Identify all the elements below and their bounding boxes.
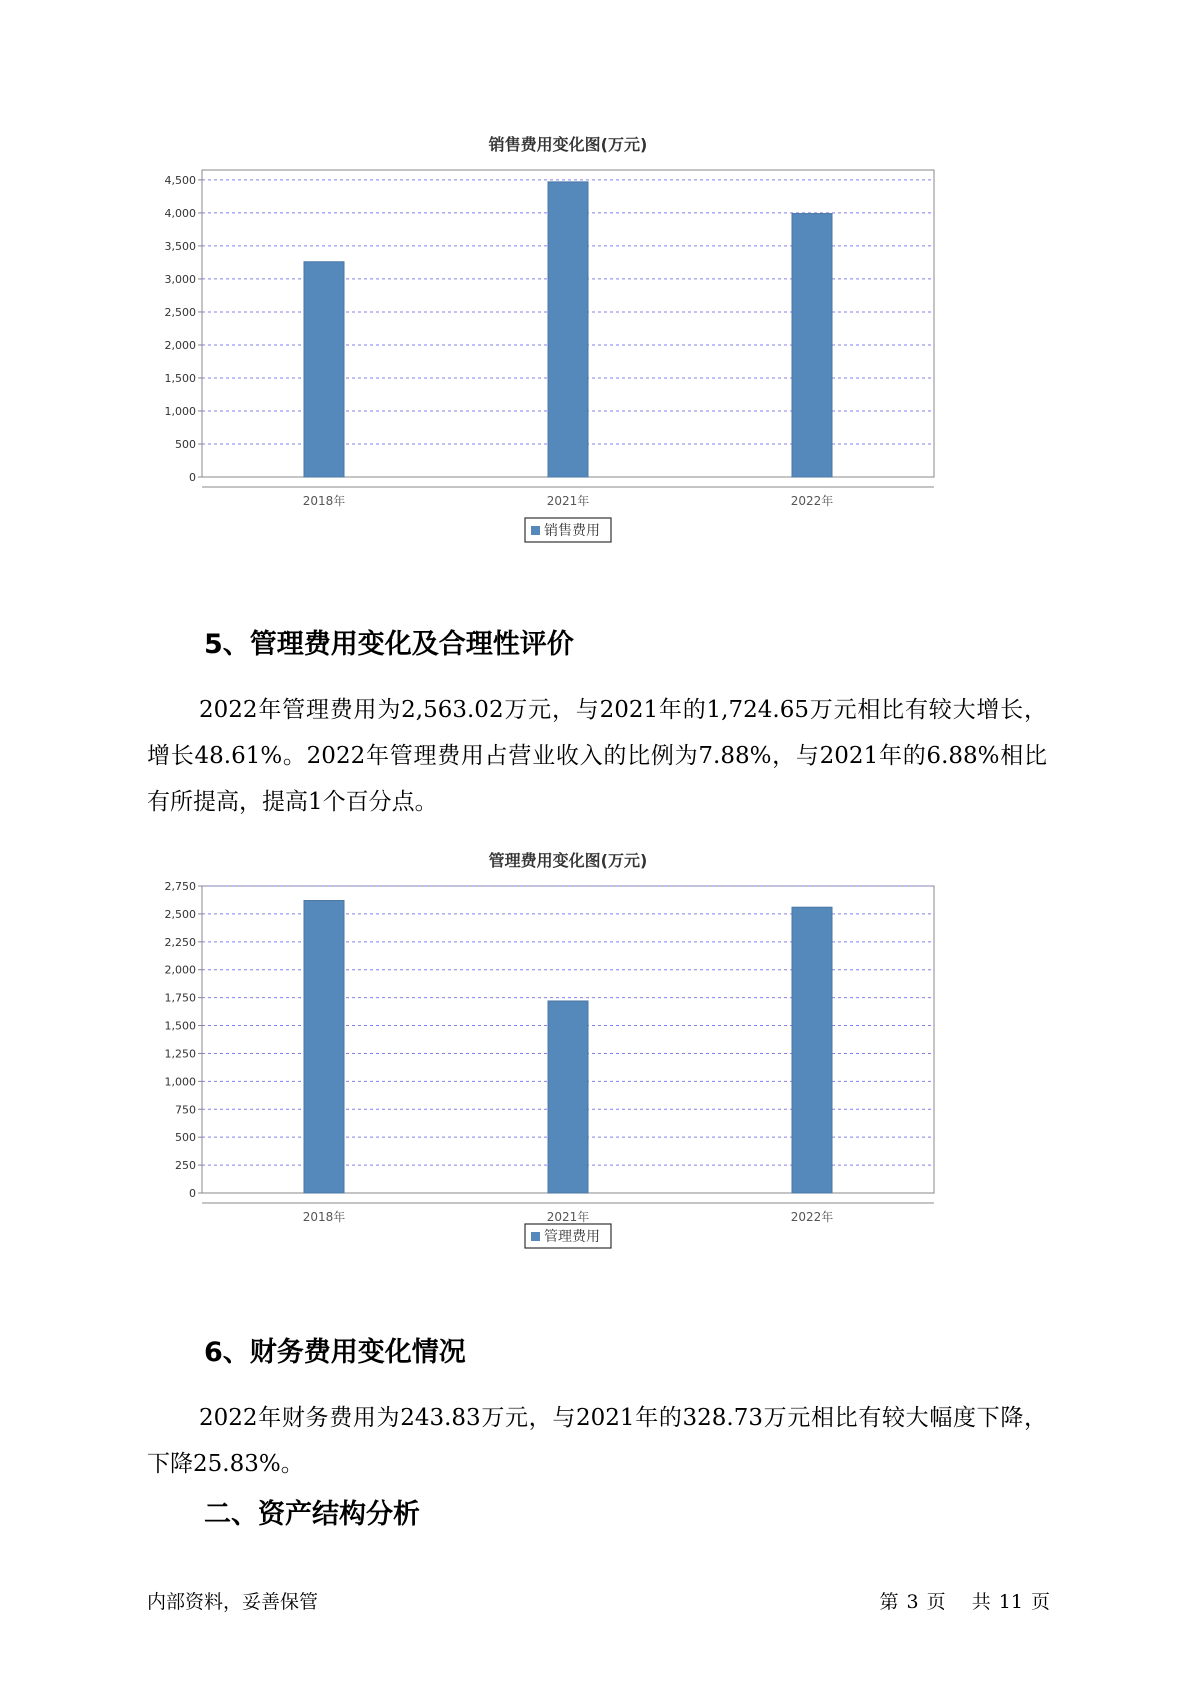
x-tick-label: 2022年 [790, 494, 834, 508]
y-tick-label: 2,000 [164, 963, 196, 977]
y-tick-label: 1,000 [164, 1075, 196, 1089]
x-tick-label: 2022年 [790, 1210, 834, 1224]
section-5-paragraph: 2022年管理费用为2,563.02万元，与2021年的1,724.65万元相比有较大增长，增长48.61%。2022年管理费用占营业收入的比例为7.88%，与2021年的6.88%相比有所提高，提高1个百分点。 [147, 697, 1047, 815]
page-total: 11 [998, 1591, 1023, 1613]
chart-title: 销售费用变化图(万元) [488, 135, 648, 154]
y-tick-label: 2,250 [164, 935, 196, 949]
y-tick-label: 0 [189, 471, 196, 484]
chart-sales-expense-svg [150, 130, 1030, 600]
total-unit: 页 [1030, 1591, 1050, 1613]
footer-confidential-note: 内部资料，妥善保管 [147, 1591, 319, 1613]
bar [792, 907, 832, 1193]
y-tick-label: 1,500 [164, 371, 196, 385]
y-tick-label: 500 [175, 437, 196, 451]
y-tick-label: 0 [189, 1187, 196, 1200]
section-6-paragraph: 2022年财务费用为243.83万元，与2021年的328.73万元相比有较大幅度下降，下降25.83%。 [147, 1405, 1047, 1477]
legend-label: 销售费用 [544, 523, 600, 539]
y-tick-label: 250 [175, 1159, 196, 1173]
legend-swatch [531, 526, 540, 535]
y-tick-label: 4,500 [164, 173, 196, 187]
total-prefix: 共 [971, 1591, 991, 1613]
bar [548, 1001, 588, 1193]
y-tick-label: 4,000 [164, 206, 196, 220]
y-tick-label: 3,500 [164, 239, 196, 253]
legend-swatch [531, 1232, 540, 1241]
page-prefix: 第 [879, 1591, 899, 1613]
x-tick-label: 2021年 [546, 494, 590, 508]
x-tick-label: 2018年 [302, 1210, 346, 1224]
section-6-heading: 6、财务费用变化情况 [204, 1337, 466, 1368]
x-tick-label: 2018年 [302, 494, 346, 508]
y-tick-label: 3,000 [164, 272, 196, 286]
page-current: 3 [906, 1591, 919, 1613]
chart-sales-expense [150, 130, 1030, 600]
footer-page-number [876, 1587, 1054, 1614]
chart-title: 管理费用变化图(万元) [488, 851, 648, 870]
y-tick-label: 1,500 [164, 1019, 196, 1033]
x-tick-label: 2021年 [546, 1210, 590, 1224]
bar [304, 901, 344, 1193]
y-tick-label: 1,750 [164, 991, 196, 1005]
legend-label: 管理费用 [544, 1229, 600, 1245]
y-tick-label: 1,000 [164, 404, 196, 418]
y-tick-label: 750 [175, 1103, 196, 1117]
page-unit: 页 [926, 1591, 946, 1613]
y-tick-label: 1,250 [164, 1047, 196, 1061]
bar [792, 214, 832, 477]
chart-admin-expense-svg [150, 838, 1030, 1298]
bar [304, 262, 344, 477]
y-tick-label: 2,500 [164, 305, 196, 319]
section-5-heading: 5、管理费用变化及合理性评价 [204, 629, 574, 660]
y-tick-label: 2,750 [164, 880, 196, 893]
chart-admin-expense [150, 838, 1030, 1298]
y-tick-label: 2,000 [164, 338, 196, 352]
y-tick-label: 500 [175, 1131, 196, 1145]
y-tick-label: 2,500 [164, 907, 196, 921]
section-2-heading: 二、资产结构分析 [204, 1499, 420, 1530]
bar [548, 182, 588, 477]
